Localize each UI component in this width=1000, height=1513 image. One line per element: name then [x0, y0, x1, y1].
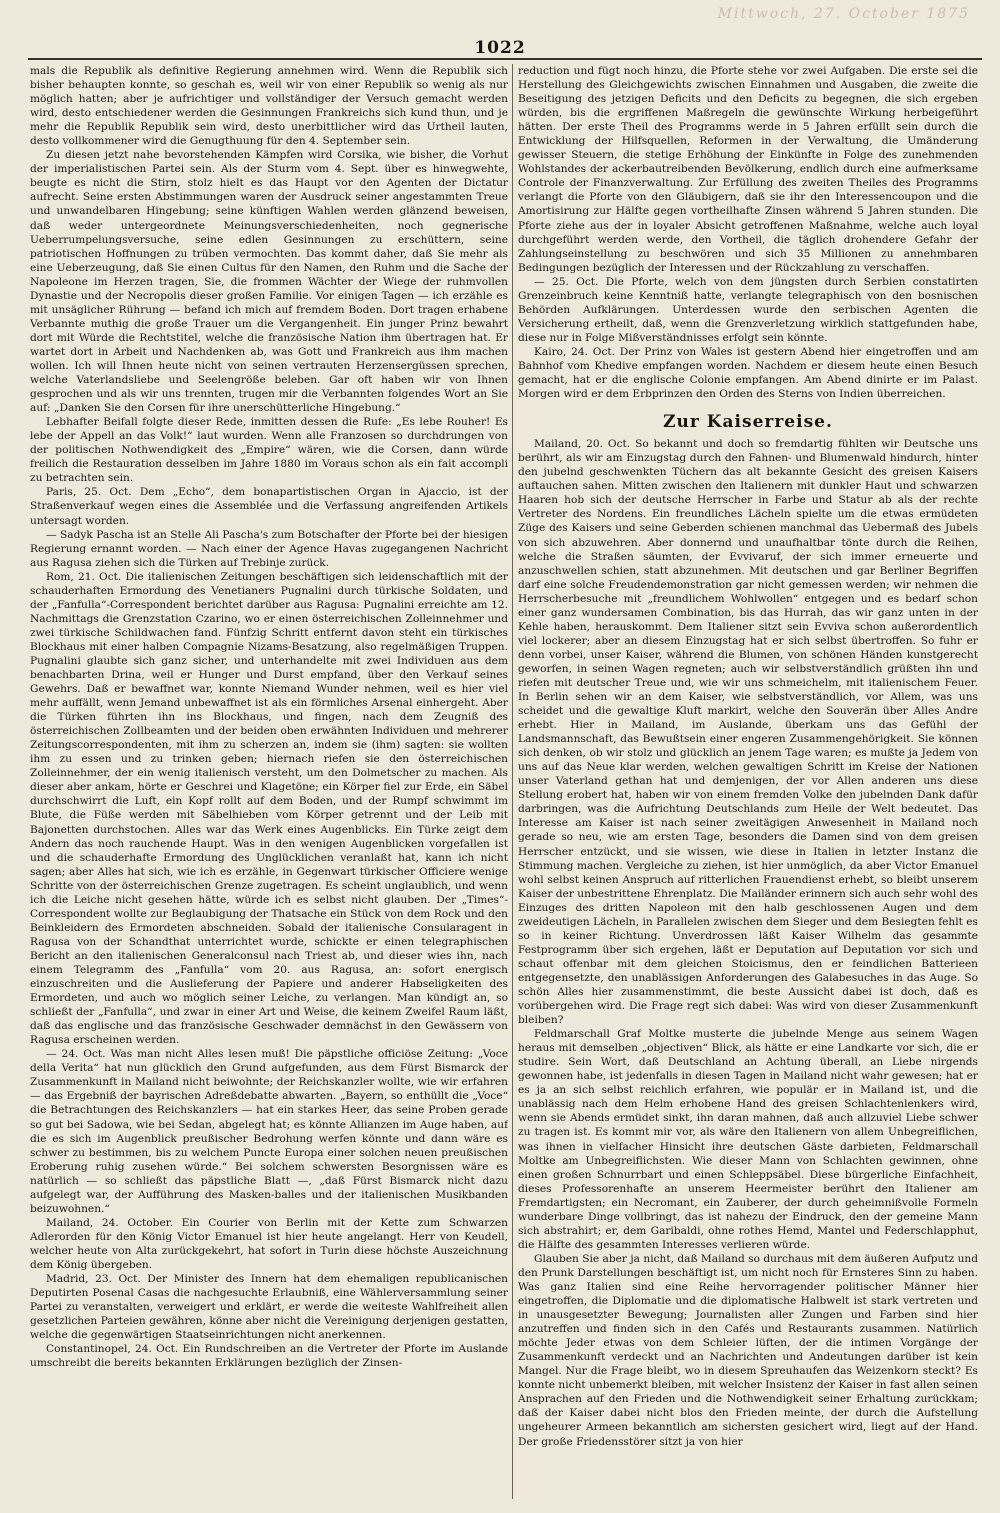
article-paragraph: Zu diesen jetzt nahe bevorstehenden Kämpfen wird Corsika, wie bisher, die Vorhut der imperialistischen Partei sein. Als der Sturm vom 4. Sept. über es hinwegwehte, beugte es nicht die Stirn, stolz hielt es das Haupt vor den Agenten der Dictatur aufrecht. Seine ersten Abstimmungen waren der Ausdruck seiner angestammten Treue und unwandelbaren Hingebung; seine künftigen Wahlen werden glänzend beweisen, daß weder untergeordnete Meinungsverschiedenheiten, noch gegnerische Ueberrumpelungsversuche, seine edlen Gesinnungen zu erschüttern, seine patriotischen Hoffnungen zu trüben vermochten. Das kommt daher, daß Sie mehr als eine Ueberzeugung, daß Sie einen Cultus für den Namen, den Ruhm und die Sache der Napoleone im Herzen tragen, Sie, die frommen Wächter der Wiege der ruhmvollen Dynastie und der Necropolis dieser großen Familie. Vor einigen Tagen — ich erzähle es mit unsäglicher Rührung — befand ich mich auf fremdem Boden. Dort tragen erhabene Verbannte muthig die große Trauer um die Vergangenheit. Ein junger Prinz bewahrt dort mit Würde die Rechtstitel, welche die französische Nation ihm übertragen hat. Er wartet dort in Arbeit und Nachdenken ab, was Gott und Frankreich aus ihm machen wollen. Ich will Ihnen heute nicht von seinen vertrauten Herzensergüssen sprechen, welche Vaterlandsliebe und Seelengröße beleben. Gar oft haben wir von Ihnen gesprochen und als wir uns trennten, trugen mir die Verbannten folgendes Wort an Sie auf: „Danken Sie den Corsen für ihre unerschütterliche Hingebung.“	[30, 149, 508, 415]
article-paragraph: Mailand, 24. October. Ein Courier von Berlin mit der Kette zum Schwarzen Adlerorden für den König Victor Emanuel ist hier heute angelangt. Herr von Keudell, welcher heute von Alta zurückgekehrt, hat sofort in Turin diese höchste Auszeichnung dem König übergeben.	[30, 1216, 508, 1271]
article-paragraph: — Sadyk Pascha ist an Stelle Ali Pascha's zum Botschafter der Pforte bei der hiesigen Regierung ernannt worden. — Nach einer der Agence Havas zugegangenen Nachricht aus Ragusa ziehen sich die Türken auf Trebinje zurück.	[30, 528, 508, 569]
bleed-through-text: Mittwoch, 27. October 1875	[717, 6, 970, 22]
article-paragraph: Feldmarschall Graf Moltke musterte die jubelnde Menge aus seinem Wagen heraus mit demselben „objectiven“ Blick, als hätte er eine Landkarte vor sich, die er studire. Sein Wort, daß Deutschland an Achtung überall, an Liebe nirgends gewonnen habe, ist jedenfalls in diesen Tagen in Mailand nicht wahr gewesen; hat er es ja an sich selbst reichlich erfahren, wie populär er in Mailand ist, und die unablässig nach dem Helm erhobene Hand des greisen Schlachtenlenkers wird, wenn sie Abends ermüdet sinkt, ihn daran mahnen, daß auch allzuviel Liebe schwer zu tragen ist. Es kommt mir vor, als wäre den Italienern von allem Unbegreiflichen, was ihnen in vielfacher Hinsicht ihre deutschen Gäste darbieten, Feldmarschall Moltke am Unbegreiflichsten. Wie dieser Mann von Schlachten gewinnen, ohne einen großen Schnurrbart und einen Schleppsäbel. Diese bürgerliche Einfachheit, dieses Professorenhafte an unserem Heermeister berührt den Italiener am Fremdartigsten; ein Necromant, ein Zauberer, der durch geheimnißvolle Formeln wunderbare Dinge vollbringt, das ist nahezu der Eindruck, den der gemeine Mann sich abstrahirt; er, dem Garibaldi, ohne rothes Hemd, Mantel und Federschlapphut, die Hälfte des gesammten Interesses verlieren würde.	[518, 1028, 978, 1251]
article-paragraph: Rom, 21. Oct. Die italienischen Zeitungen beschäftigen sich leidenschaftlich mit der schauderhaften Ermordung des Venetianers Pugnalini durch türkische Soldaten, und der „Fanfulla“-Correspondent berichtet darüber aus Ragusa: Pugnalini erreichte am 12. Nachmittags die Grenzstation Czarino, wo er einen österreichischen Zolleinnehmer und zwei türkische Schildwachen fand. Fünfzig Schritt entfernt davon steht ein türkisches Blockhaus mit einer halben Compagnie Nizams-Besatzung, also regelmäßigen Truppen. Pugnalini glaubte sich ganz sicher, und unterhandelte mit zwei Individuen aus dem benachbarten Drina, weil er Hunger und Durst empfand, über den Verkauf seines Gewehrs. Daß er bewaffnet war, konnte Niemand Wunder nehmen, weil es hier viel mehr auffällt, wenn Jemand unbewaffnet ist als ein förmliches Arsenal einhergeht. Aber die Türken führten ihn ins Blockhaus, und fingen, nach dem Zeugniß des österreichischen Zollbeamten und der beiden oben erwähnten Individuen und mehrerer Zeitungscorrespondenten, mit ihm zu scherzen an, indem sie (ihm) sagten: sie wollten ihm zu essen und zu trinken geben; hiernach riefen sie den österreichischen Zolleinnehmer, der ein wenig italienisch versteht, um den Dolmetscher zu machen. Als dieser aber ankam, hörte er Geschrei und Klagetöne; ein Körper fiel zur Erde, ein Säbel durchschwirrt die Luft, ein Kopf rollt auf dem Boden, und der Rumpf schwimmt im Blute, die Füße werden mit Säbelhieben vom Körper getrennt und der Leib mit Bajonetten durchstochen. Alles war das Werk eines Augenblicks. Ein Türke zeigt dem Andern das noch rauchende Haupt. Was in den wenigen Augenblicken vorgefallen ist und die schauderhafte Ermordung des Unglücklichen veranlaßt hat, kann ich nicht sagen; aber Alles hat sich, wie ich es erzähle, in Gegenwart türkischer Officiere wenige Schritte von der österreichischen Grenze zugetragen. Es scheint unglaublich, und wenn ich die Leiche nicht gesehen hätte, würde ich es selbst nicht glauben. Der „Times“-Correspondent wollte zur Beglaubigung der Thatsache ein Stück von dem Rock und den Beinkleidern des Ermordeten abschneiden. Sobald der italienische Consularagent in Ragusa von der Schandthat unterrichtet wurde, schickte er einen telegraphischen Bericht an den italienischen Generalconsul nach Triest ab, und dieser wies ihn, nach einem Telegramm des „Fanfulla“ vom 20. aus Ragusa, an: sofort energisch einzuschreiten und die Auslieferung der Papiere und anderer Habseligkeiten des Ermordeten, und auch wo möglich seiner Leiche, zu verlangen. Man kündigt an, so schließt der „Fanfulla“, und zwar in einer Art und Weise, die keinem Zweifel Raum läßt, daß das englische und das französische Geschwader demnächst in den Gewässern von Ragusa erscheinen werden.	[30, 570, 508, 1047]
article-paragraph: reduction und fügt noch hinzu, die Pforte stehe vor zwei Aufgaben. Die erste sei die Herstellung des Gleichgewichts zwischen Einnahmen und Ausgaben, die zweite die Beseitigung des jetzigen Deficits und den Deficits zu begegnen, die sich ergeben würden, bis die ergriffenen Maßregeln die gewünschte Wirkung herbeigeführt hätten. Der erste Theil des Programms werde in 5 Jahren erfüllt sein durch die Entwicklung der Hilfsquellen, Reformen in der Verwaltung, die Umänderung gewisser Steuern, die stetige Erhöhung der Einkünfte in Folge des zunehmenden Wohlstandes der ackerbautreibenden Bevölkerung, endlich durch eine aufmerksame Controle der Finanzverwaltung. Zur Erfüllung des zweiten Theiles des Programms verlangt die Pforte von den Gläubigern, daß sie ihr den Interessencoupon und die Amortisirung zur Hälfte gegen vortheilhafte Zinsen während 5 Jahren stunden. Die Pforte ziehe aus der in loyaler Absicht getroffenen Maßnahme, welche auch loyal durchgeführt werden werde, den Vortheil, die täglich drohendere Gefahr der Zahlungseinstellung zu beschwören und sich 35 Millionen zu annehmbaren Bedingungen bezüglich der Interessen und der Rückzahlung zu verschaffen.	[518, 65, 978, 274]
article-paragraph: — 25. Oct. Die Pforte, welch von dem jüngsten durch Serbien constatirten Grenzeinbruch keine Kenntniß hatte, verlangte telegraphisch von den bosnischen Behörden Aufklärungen. Unterdessen wurde den serbischen Agenten die Versicherung ertheilt, daß, wenn die Grenzverletzung wirklich stattgefunden habe, diese nur in Folge Mißverständnisses erfolgt sein könnte.	[518, 275, 978, 344]
article-paragraph: mals die Republik als definitive Regierung annehmen wird. Wenn die Republik sich bisher behaupten konnte, so geschah es, weil wir von einer Republik so wenig als nur möglich hatten; aber je aufrichtiger und vollständiger der Versuch gemacht werden wird, desto entschiedener werden die Gesinnungen Frankreichs sich kund thun, und je mehr die Republik Republik sein wird, desto unerbittlicher wird das Urtheil lauten, desto vollkommener wird die Genugthuung für den 4. September sein.	[30, 65, 508, 148]
article-paragraph: Madrid, 23. Oct. Der Minister des Innern hat dem ehemaligen republicanischen Deputirten Posenal Casas die nachgesuchte Erlaubniß, eine Wählerversammlung seiner Partei zu veranstalten, verweigert und erklärt, er werde die weiteste Wahlfreiheit allen gesetzlichen Parteien gewähren, könne aber nicht die Vereinigung derjenigen gestatten, welche die gegenwärtigen Staatseinrichtungen nicht anerkennen.	[30, 1273, 508, 1342]
article-paragraph: Kairo, 24. Oct. Der Prinz von Wales ist gestern Abend hier eingetroffen und am Bahnhof vom Khedive empfangen worden. Nachdem er diesem heute einen Besuch gemacht, hat er die englische Colonie empfangen. Am Abend dinirte er im Palast. Morgen wird er dem Erbprinzen den Orden des Sterns von Indien überreichen.	[518, 345, 978, 401]
article-paragraph: Glauben Sie aber ja nicht, daß Mailand so durchaus mit dem äußeren Aufputz und den Prunk Darstellungen beschäftigt ist, um nicht noch für Ernsteres Sinn zu haben. Was ganz Italien sind eine Reihe hervorragender politischer Männer hier eingetroffen, die Diplomatie und die diplomatische Halbwelt ist stark vertreten und in unausgesetzter Bewegung; Journalisten aller Zungen und Farben sind hier anzutreffen und finden sich in den Cafés und Restaurants zusammen. Natürlich möchte Jeder etwas von dem Schleier lüften, der die intimen Vorgänge der Zusammenkunft verdeckt und an Nachrichten und Andeutungen darüber ist kein Mangel. Nur die Frage bleibt, wo in diesem Spreuhaufen das Weizenkorn steckt? Es konnte nicht unbemerkt bleiben, mit welcher Insistenz der Kaiser in fast allen seinen Ansprachen auf den Frieden und die Nothwendigkeit seiner Erhaltung zurückkam; daß der Kaiser dabei nicht blos den Frieden meinte, der durch die Aufstellung ungeheurer Armeen bekanntlich am sichersten gesichert wird, liegt auf der Hand. Der große Friedensstörer sitzt ja von hier	[518, 1252, 978, 1448]
left-column	[30, 64, 508, 1499]
right-column	[518, 64, 978, 1499]
page-number: 1022	[474, 38, 526, 58]
page-header	[0, 0, 1000, 62]
column-divider	[512, 64, 513, 1499]
section-title: Zur Kaiserreise.	[663, 412, 833, 433]
header-rule	[28, 58, 982, 60]
article-paragraph: Mailand, 20. Oct. So bekannt und doch so fremdartig fühlten wir Deutsche uns berührt, als wir am Einzugstag durch den Fahnen- und Blumenwald hindurch, hinter den jubelnd geschwenkten Tüchern das alt bekannte Gesicht des greisen Kaisers auftauchen sahen. Mitten zwischen den Italienern mit dunkler Haut und schwarzen Haaren hob sich der deutsche Herrscher in Farbe und Statur ab als der rechte Vertreter des Nordens. Ein freundliches Lächeln spielte um die etwas ermüdeten Züge des Kaisers und seine Geberden schienen manchmal das Uebermaß des Jubels von sich abzuwehren. Aber donnernd und unaufhaltbar tönte durch die Reihen, welche die Straßen säumten, der Evvivaruf, der sich immer erneuerte und anzuschwellen schien, statt abzunehmen. Mit deutschen und gar Berliner Begriffen darf eine solche Freudendemonstration gar nicht gemessen werden; wir nehmen die Herrscherbesuche mit „freundlichem Wohlwollen“ entgegen und es bedarf schon einer ganz wundersamen Combination, bis das Hurrah, das wir ganz unten in der Kehle haben, herauskommt. Dem Italiener sitzt sein Evviva schon außerordentlich viel lockerer; aber an diesem Einzugstag hat er sich selbst übertroffen. So fuhr er denn vorbei, unser Kaiser, während die Blumen, von schönen Händen kunstgerecht geworfen, in seinen Wagen regneten; auch wir selbstverständlich grüßten ihn und riefen mit deutscher Treue und, wie wir uns schmeichelm, mit italienischem Feuer. In Berlin sehen wir an dem Kaiser, wie selbstverständlich, vor Allem, was uns scheidet und die gewaltige Kluft markirt, welche den Souverän über Alles Andre erhebt. Hier in Mailand, im Auslande, überkam uns das Gefühl der Landsmannschaft, das Bewußtsein einer engeren Zusammengehörigkeit. Sie können sich denken, ob wir stolz und glücklich an jenem Tage waren; es mußte ja Jedem von uns auf das Neue klar werden, welchen gewaltigen Schritt im Kreise der Nationen unser Vaterland gethan hat und demjenigen, der vor Allen anderen uns diese Stellung erobert hat, haben wir von einem fremden Volke den jubelnden Dank dafür darbringen, was die Aufrichtung Deutschlands zum Heile der Welt bedeutet. Das Interesse am Kaiser ist nach seiner zweitägigen Anwesenheit in Mailand noch gerade so neu, wie am ersten Tage, besonders die Damen sind von dem greisen Herrscher entzückt, und sie wissen, wie diese in Italien in letzter Instanz die Stimmung machen. Vergleiche zu ziehen, ist hier unmöglich, da aber Victor Emanuel wohl selbst keinen Anspruch auf ritterlichen Frauendienst erhebt, so bleibt unserem Kaiser der unbestrittene Ehrenplatz. Die Mailänder erinnern sich auch sehr wohl des Einzuges des dritten Napoleon mit den halb geschlossenen Augen und dem zweideutigen Lächeln, in Parallelen zwischen dem Sieger und dem Besiegten fehlt es so in keiner Richtung. Unverdrossen läßt Kaiser Wilhelm das gesammte Festprogramm über sich ergehen, läßt er Deputation auf Deputation vor sich und schaut offenbar mit dem gleichen Stoicismus, den er feindlichen Batterieen entgegensetzte, den unablässigen Anforderungen des Galabesuches in das Auge. So schön Alles hier zusammenstimmt, die beste Aussicht dabei ist doch, daß es vorübergehen wird. Die Frage regt sich dabei: Was wird von dieser Zusammenkunft bleiben?	[518, 438, 978, 1027]
article-paragraph: Paris, 25. Oct. Dem „Echo“, dem bonapartistischen Organ in Ajaccio, ist der Straßenverkauf wegen eines die Assemblée und die Verfassung angreifenden Artikels untersagt worden.	[30, 486, 508, 527]
article-paragraph: — 24. Oct. Was man nicht Alles lesen muß! Die päpstliche officiöse Zeitung: „Voce della Verita“ hat nun glücklich den Grund aufgefunden, aus dem Fürst Bismarck der Zusammenkunft in Mailand nicht beiwohnte; der Reichskanzler wollte, wie wir erfahren — das Ergebniß der bayrischen Adreßdebatte abwarten. „Bayern, so enthüllt die „Voce“ die Betrachtungen des Reichskanzlers — hat ein starkes Heer, das seine Proben gerade so gut bei Sadowa, wie bei Sedan, abgelegt hat; es könnte Allianzen im Auge haben, auf die es sich im Augenblick preußischer Bedrohung werfen könnte und dann wäre es schwer zu bestimmen, bis zu welchem Puncte Europa einer solchen neuen preußischen Eroberung ruhig zusehen würde.“ Bei solchem schwersten Besorgnissen wäre es natürlich — so schließt das päpstliche Blatt —, „daß Fürst Bismarck nicht dazu aufgelegt war, der Aufführung des Masken-balles und der italienischen Musikbanden beizuwohnen.“	[30, 1048, 508, 1215]
article-paragraph: Lebhafter Beifall folgte dieser Rede, inmitten dessen die Rufe: „Es lebe Rouher! Es lebe der Appell an das Volk!“ laut wurden. Wenn alle Franzosen so durchdrungen von der politischen Nothwendigkeit des „Empire“ wären, wie die Corsen, dann würde freilich die Restauration desselben im Jahre 1880 im Voraus schon als ein fait accompli zu betrachten sein.	[30, 416, 508, 485]
article-paragraph: Constantinopel, 24. Oct. Ein Rundschreiben an die Vertreter der Pforte im Auslande umschreibt die bereits bekannten Erklärungen bezüglich der Zinsen-	[30, 1343, 508, 1370]
